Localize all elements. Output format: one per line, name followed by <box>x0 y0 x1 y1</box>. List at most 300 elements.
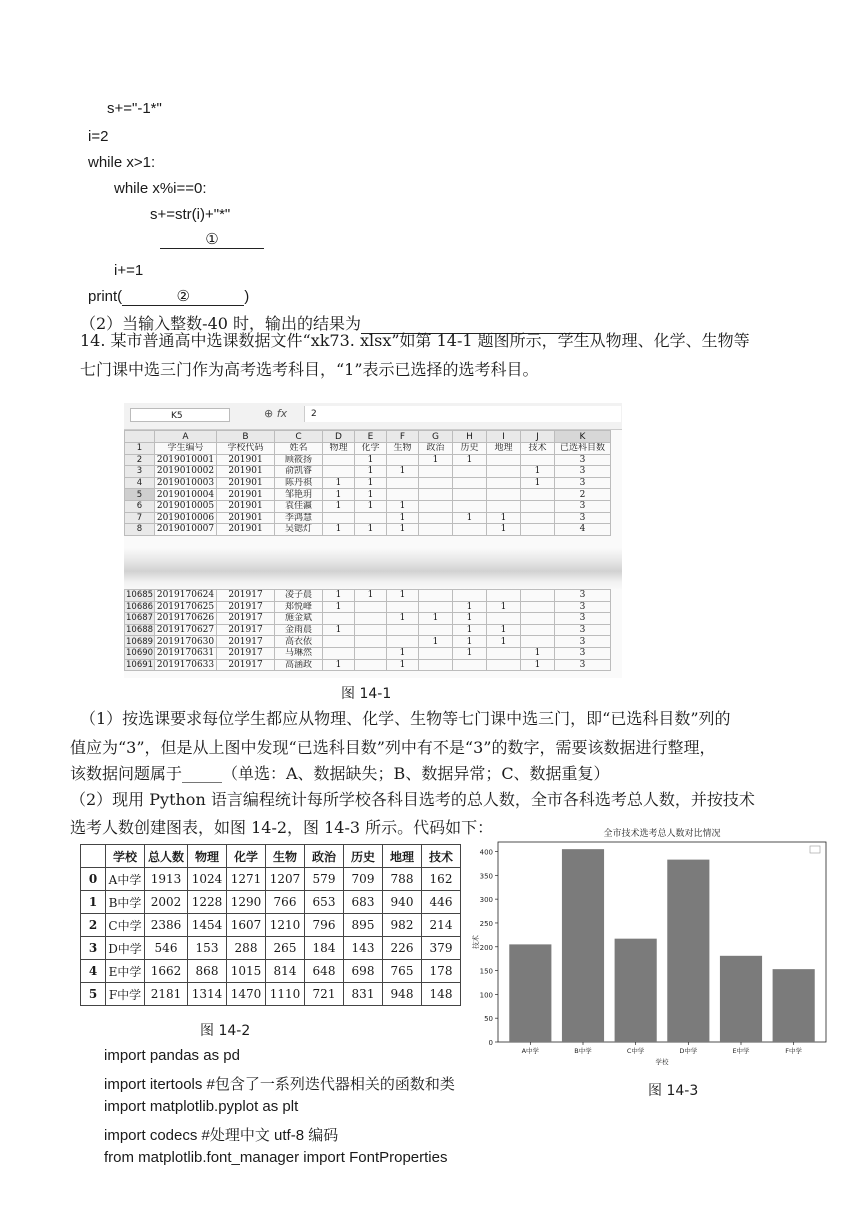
table-cell <box>521 624 555 636</box>
code-line: from matplotlib.font_manager import FontProperties <box>104 1149 448 1167</box>
table-cell: 1 <box>355 489 387 501</box>
table-cell: 288 <box>227 937 266 960</box>
table-cell <box>419 590 453 602</box>
q1-line1: （1）按选课要求每位学生都应从物理、化学、生物等七门课中选三门，即“已选科目数”列的 <box>80 709 731 728</box>
table-cell <box>387 489 419 501</box>
table-cell <box>355 601 387 613</box>
table-cell: 1 <box>487 636 521 648</box>
y-tick-label: 100 <box>479 991 493 1000</box>
table-cell: 马琳然 <box>275 647 323 659</box>
table-cell: 796 <box>305 914 344 937</box>
sheet-table-top <box>124 430 611 536</box>
bar <box>720 956 762 1042</box>
table-cell: 1 <box>323 659 355 671</box>
spreadsheet-figure <box>124 403 622 678</box>
table-cell: 凌子晨 <box>275 590 323 602</box>
figure-caption: 图 14-2 <box>200 1023 251 1039</box>
x-tick-label: C中学 <box>626 1047 645 1055</box>
table-cell: 1 <box>323 601 355 613</box>
table-cell <box>419 500 453 512</box>
table-row <box>125 489 611 501</box>
table-cell: 201917 <box>217 624 275 636</box>
table-cell: 3 <box>555 624 611 636</box>
column-letter: B <box>217 431 275 443</box>
header-cell: 技术 <box>521 443 555 455</box>
table-cell: 俞凯睿 <box>275 466 323 478</box>
header-cell: 学校代码 <box>217 443 275 455</box>
table-cell: 1 <box>453 647 487 659</box>
table-cell <box>521 601 555 613</box>
table-row <box>125 512 611 524</box>
fx-label <box>264 407 287 420</box>
table-cell: 1 <box>323 590 355 602</box>
table-cell: 1454 <box>188 914 227 937</box>
code-line: s+=str(i)+"*" <box>150 206 231 223</box>
table-cell: 3 <box>555 636 611 648</box>
blank-1 <box>160 230 264 249</box>
header-cell: 生物 <box>387 443 419 455</box>
row-number: 6 <box>125 500 155 512</box>
table-cell <box>355 512 387 524</box>
y-tick-label: 250 <box>479 919 493 928</box>
table-cell: 3 <box>555 659 611 671</box>
table-cell <box>453 489 487 501</box>
header-cell: 地理 <box>487 443 521 455</box>
table-cell <box>355 636 387 648</box>
table-cell: 3 <box>555 613 611 625</box>
header-cell: 化学 <box>355 443 387 455</box>
row-number: 2 <box>125 454 155 466</box>
row-number: 7 <box>125 512 155 524</box>
header-cell: 政治 <box>419 443 453 455</box>
table-cell: 2019170626 <box>155 613 217 625</box>
print-suffix: ) <box>244 288 250 305</box>
table-cell: 2019010006 <box>155 512 217 524</box>
code-line: s+="-1*" <box>107 100 162 117</box>
x-tick-label: E中学 <box>732 1047 750 1055</box>
x-axis-label: 学校 <box>655 1058 669 1066</box>
table-cell <box>419 659 453 671</box>
q1-line2: 值应为“3”，但是从上图中发现“已选科目数”列中有不是“3”的数字，需要该数据进行整理， <box>70 738 716 757</box>
table-cell: 2019010003 <box>155 477 217 489</box>
table-cell: 579 <box>305 868 344 891</box>
table-cell <box>453 590 487 602</box>
table-cell <box>387 636 419 648</box>
table-cell <box>521 613 555 625</box>
code-line: import codecs #处理中文 utf-8 编码 <box>104 1126 339 1144</box>
table-cell: 2019010002 <box>155 466 217 478</box>
table-cell <box>419 647 453 659</box>
table-cell <box>453 477 487 489</box>
table-cell <box>387 601 419 613</box>
table-cell: 653 <box>305 891 344 914</box>
table-cell: 379 <box>422 937 461 960</box>
table-cell: 1 <box>521 647 555 659</box>
table-cell: 2019170627 <box>155 624 217 636</box>
x-tick-label: B中学 <box>574 1047 592 1055</box>
question-2-text: （2）当输入整数-40 时，输出的结果为 <box>80 314 362 333</box>
table-cell <box>419 477 453 489</box>
blank-1-marker: ① <box>160 230 264 249</box>
dataframe-header-cell: 历史 <box>344 845 383 868</box>
table-cell: 1 <box>487 624 521 636</box>
table-cell <box>487 590 521 602</box>
chart-title: 全市技术选考总人数对比情况 <box>603 829 721 839</box>
table-cell: 201901 <box>217 500 275 512</box>
table-cell: 3 <box>555 466 611 478</box>
table-cell: 2019170630 <box>155 636 217 648</box>
table-cell <box>419 624 453 636</box>
table-row <box>125 659 611 671</box>
table-cell: 3 <box>555 477 611 489</box>
table-cell <box>521 454 555 466</box>
table-cell: 2019170633 <box>155 659 217 671</box>
table-cell: 201901 <box>217 466 275 478</box>
figure-caption: 图 14-1 <box>341 686 392 702</box>
table-cell: 3 <box>555 601 611 613</box>
q2b-line1: （2）现用 Python 语言编程统计每所学校各科目选考的总人数，全市各科选考总人数，并按技术 <box>70 790 755 809</box>
bar <box>615 939 657 1042</box>
table-row <box>125 624 611 636</box>
table-cell: 226 <box>383 937 422 960</box>
row-number: 10691 <box>126 659 154 670</box>
table-cell <box>387 454 419 466</box>
table-cell: 1 <box>453 454 487 466</box>
table-cell: 1 <box>521 466 555 478</box>
table-cell: 4 <box>555 524 611 536</box>
table-cell <box>521 500 555 512</box>
table-cell <box>419 601 453 613</box>
code-line: while x>1: <box>88 154 156 171</box>
print-line <box>88 287 249 306</box>
table-cell: 178 <box>422 960 461 983</box>
table-cell: 1290 <box>227 891 266 914</box>
blank-2-marker: ② <box>122 287 244 306</box>
table-cell: 吴锶灯 <box>275 524 323 536</box>
table-cell: 1913 <box>145 868 188 891</box>
table-cell: 1 <box>487 524 521 536</box>
table-cell: 顾筱扬 <box>275 454 323 466</box>
table-cell: 184 <box>305 937 344 960</box>
table-cell: 3 <box>555 512 611 524</box>
table-row <box>125 500 611 512</box>
table-cell: 148 <box>422 983 461 1006</box>
q1-line3: 该数据问题属于_____（单选：A、数据缺失；B、数据异常；C、数据重复） <box>70 764 610 783</box>
table-cell: 2019170624 <box>155 590 217 602</box>
table-cell: 1 <box>453 636 487 648</box>
header-cell: 物理 <box>323 443 355 455</box>
table-row <box>125 524 611 536</box>
table-cell <box>419 489 453 501</box>
x-tick-label: F中学 <box>785 1047 803 1055</box>
dataframe-header <box>81 845 461 868</box>
q14-line2: 七门课中选三门作为高考选考科目，“1”表示已选择的选考科目。 <box>80 360 539 379</box>
table-cell: 1228 <box>188 891 227 914</box>
table-cell: 2 <box>555 489 611 501</box>
row-number: 4 <box>125 477 155 489</box>
table-cell: 162 <box>422 868 461 891</box>
legend-box <box>810 846 820 853</box>
table-cell: 1607 <box>227 914 266 937</box>
table-cell: B中学 <box>106 891 145 914</box>
table-cell: 895 <box>344 914 383 937</box>
q14-line1: 14. 某市普通高中选课数据文件“xk73. xlsx”如第 14-1 题图所示，学生从物理、化学、生物等 <box>80 331 750 350</box>
table-cell: 201917 <box>217 590 275 602</box>
table-cell: 1 <box>453 613 487 625</box>
table-cell: 李鸿慧 <box>275 512 323 524</box>
table-cell <box>521 636 555 648</box>
table-cell <box>487 613 521 625</box>
table-row <box>125 590 611 602</box>
table-cell: 2019010001 <box>155 454 217 466</box>
table-cell: 1 <box>323 489 355 501</box>
bar <box>562 849 604 1042</box>
table-cell: 546 <box>145 937 188 960</box>
column-letter: F <box>387 431 419 443</box>
table-row <box>125 477 611 489</box>
table-cell: 1 <box>323 500 355 512</box>
table-cell: 1 <box>323 524 355 536</box>
y-tick-label: 350 <box>479 872 493 881</box>
table-cell <box>487 500 521 512</box>
table-cell: 201901 <box>217 454 275 466</box>
y-axis-label: 技术 <box>472 935 480 949</box>
blurred-region <box>124 548 622 590</box>
table-cell: 邹艳玥 <box>275 489 323 501</box>
row-index: 3 <box>81 937 106 960</box>
table-row <box>81 937 461 960</box>
column-letters <box>125 431 611 443</box>
table-cell: 陈丹祺 <box>275 477 323 489</box>
table-cell: 648 <box>305 960 344 983</box>
row-number: 1 <box>125 443 155 455</box>
table-cell <box>323 613 355 625</box>
table-row <box>125 647 611 659</box>
table-cell <box>419 524 453 536</box>
column-letter: G <box>419 431 453 443</box>
table-cell: 143 <box>344 937 383 960</box>
table-cell: 446 <box>422 891 461 914</box>
table-cell: 2181 <box>145 983 188 1006</box>
table-cell <box>355 624 387 636</box>
table-cell: 201917 <box>217 636 275 648</box>
table-cell: 766 <box>266 891 305 914</box>
table-cell: 1024 <box>188 868 227 891</box>
header-row <box>125 443 611 455</box>
table-cell <box>487 466 521 478</box>
table-cell: 201901 <box>217 512 275 524</box>
dataframe-header-cell: 技术 <box>422 845 461 868</box>
table-cell: 1 <box>487 601 521 613</box>
table-cell: 814 <box>266 960 305 983</box>
table-cell: 1110 <box>266 983 305 1006</box>
table-cell: 施金斌 <box>275 613 323 625</box>
table-cell: 郑悦峰 <box>275 601 323 613</box>
table-row <box>125 613 611 625</box>
table-cell: 1662 <box>145 960 188 983</box>
row-number: 10688 <box>126 625 154 636</box>
dataframe-header-cell: 生物 <box>266 845 305 868</box>
table-cell: 201917 <box>217 613 275 625</box>
corner-cell <box>125 431 155 443</box>
table-row <box>81 983 461 1006</box>
column-letter: D <box>323 431 355 443</box>
table-cell <box>453 659 487 671</box>
table-cell: 1207 <box>266 868 305 891</box>
table-cell: 214 <box>422 914 461 937</box>
x-tick-label: A中学 <box>521 1047 540 1055</box>
column-letter: H <box>453 431 487 443</box>
table-cell <box>419 512 453 524</box>
table-cell: 1 <box>387 613 419 625</box>
table-cell: 1 <box>355 590 387 602</box>
table-row <box>81 891 461 914</box>
table-cell: 1 <box>453 512 487 524</box>
y-tick-label: 50 <box>484 1015 493 1024</box>
column-letter: A <box>155 431 217 443</box>
table-cell: 1 <box>387 524 419 536</box>
table-cell: 1 <box>355 466 387 478</box>
table-cell <box>487 659 521 671</box>
column-letter: J <box>521 431 555 443</box>
table-cell: 1 <box>419 454 453 466</box>
row-number: 10690 <box>126 648 154 659</box>
code-line: import matplotlib.pyplot as plt <box>104 1098 299 1116</box>
row-index: 0 <box>81 868 106 891</box>
row-index: 4 <box>81 960 106 983</box>
bar <box>509 944 551 1042</box>
dataframe-table <box>80 844 461 1006</box>
table-cell: 高衣依 <box>275 636 323 648</box>
table-cell: 1271 <box>227 868 266 891</box>
table-cell: 1 <box>387 500 419 512</box>
table-cell: F中学 <box>106 983 145 1006</box>
table-cell: 1 <box>387 466 419 478</box>
table-cell <box>487 454 521 466</box>
table-cell: 3 <box>555 590 611 602</box>
table-cell: 201901 <box>217 477 275 489</box>
table-cell <box>355 647 387 659</box>
table-cell <box>323 636 355 648</box>
table-cell: 2019010005 <box>155 500 217 512</box>
table-cell: 698 <box>344 960 383 983</box>
table-cell: 1 <box>355 524 387 536</box>
table-cell: 1 <box>487 512 521 524</box>
column-letter: C <box>275 431 323 443</box>
table-cell: 高涵政 <box>275 659 323 671</box>
table-cell: 201917 <box>217 659 275 671</box>
dataframe-header-cell: 政治 <box>305 845 344 868</box>
table-cell: 1 <box>387 512 419 524</box>
table-cell: 1 <box>355 500 387 512</box>
table-cell: 201901 <box>217 489 275 501</box>
row-number: 8 <box>125 524 155 536</box>
table-cell: D中学 <box>106 937 145 960</box>
table-cell <box>487 647 521 659</box>
row-index: 1 <box>81 891 106 914</box>
table-cell: 788 <box>383 868 422 891</box>
column-letter: K <box>555 431 611 443</box>
name-box: K5 <box>130 408 230 422</box>
y-tick-label: 150 <box>479 967 493 976</box>
table-row <box>81 868 461 891</box>
bar <box>667 860 709 1042</box>
table-cell <box>323 512 355 524</box>
table-cell: 265 <box>266 937 305 960</box>
row-number: 3 <box>125 466 155 478</box>
table-cell <box>487 477 521 489</box>
table-cell: 1 <box>323 477 355 489</box>
table-cell: 831 <box>344 983 383 1006</box>
dataframe-header-cell: 总人数 <box>145 845 188 868</box>
row-number: 10685 <box>126 590 154 601</box>
code-line: i+=1 <box>114 262 144 279</box>
dataframe-header-cell: 学校 <box>106 845 145 868</box>
table-row <box>125 636 611 648</box>
column-letter: E <box>355 431 387 443</box>
y-tick-label: 0 <box>488 1039 493 1047</box>
table-cell: E中学 <box>106 960 145 983</box>
table-cell <box>521 590 555 602</box>
table-cell: 1 <box>355 477 387 489</box>
table-cell: 1 <box>453 601 487 613</box>
table-row <box>125 466 611 478</box>
table-cell: 683 <box>344 891 383 914</box>
table-cell <box>323 466 355 478</box>
bar-chart <box>468 824 840 1070</box>
table-cell <box>521 512 555 524</box>
code-line: import pandas as pd <box>104 1047 240 1064</box>
q2b-line2: 选考人数创建图表，如图 14-2，图 14-3 所示。代码如下： <box>70 818 494 837</box>
table-cell: 1470 <box>227 983 266 1006</box>
table-cell: C中学 <box>106 914 145 937</box>
table-cell: 1 <box>355 454 387 466</box>
figure-caption: 图 14-3 <box>648 1083 699 1099</box>
dataframe-header-cell: 化学 <box>227 845 266 868</box>
table-cell: 1 <box>387 590 419 602</box>
fx-text: fx <box>276 407 288 420</box>
table-cell <box>487 489 521 501</box>
table-cell <box>355 659 387 671</box>
table-cell: 948 <box>383 983 422 1006</box>
table-cell: 721 <box>305 983 344 1006</box>
dataframe-header-cell <box>81 845 106 868</box>
table-cell: 2019170631 <box>155 647 217 659</box>
table-cell <box>387 477 419 489</box>
table-cell: 868 <box>188 960 227 983</box>
table-cell: 1 <box>521 477 555 489</box>
table-cell: 1314 <box>188 983 227 1006</box>
row-number: 5 <box>125 489 155 501</box>
dataframe-header-cell: 物理 <box>188 845 227 868</box>
y-tick-label: 400 <box>479 848 493 857</box>
formula-value: 2 <box>304 406 621 422</box>
row-number: 10687 <box>126 613 154 624</box>
row-number: 10686 <box>126 601 154 612</box>
table-cell: 3 <box>555 454 611 466</box>
table-cell <box>453 500 487 512</box>
table-cell: 1 <box>419 636 453 648</box>
print-prefix: print( <box>88 288 123 305</box>
table-cell: 3 <box>555 500 611 512</box>
table-cell <box>355 613 387 625</box>
table-cell: 1 <box>387 647 419 659</box>
table-cell: 201917 <box>217 601 275 613</box>
table-cell: 2019010007 <box>155 524 217 536</box>
y-tick-label: 300 <box>479 896 493 905</box>
table-cell <box>521 524 555 536</box>
table-row <box>125 454 611 466</box>
